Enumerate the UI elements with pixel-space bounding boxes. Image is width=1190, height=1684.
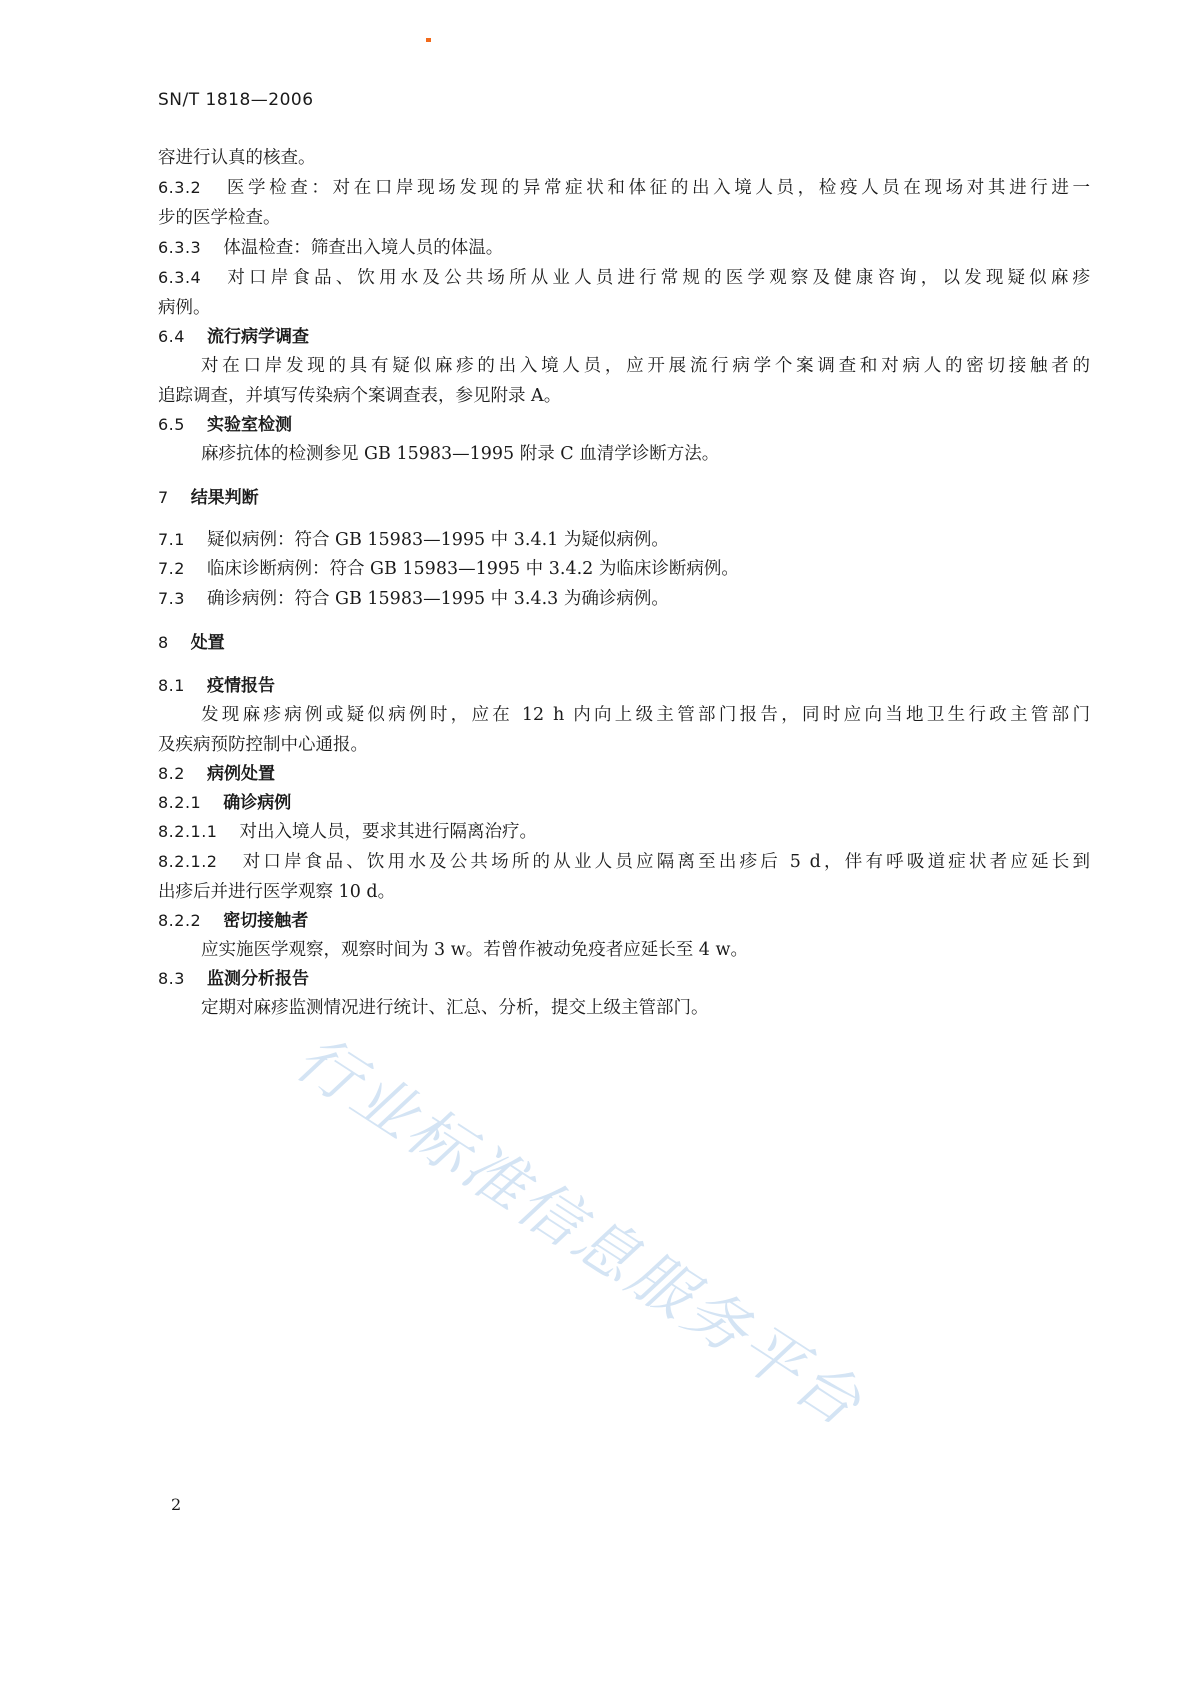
clause-text: 对出入境人员，要求其进行隔离治疗。 — [239, 822, 537, 842]
paragraph-line: 及疾病预防控制中心通报。 — [158, 735, 368, 755]
heading-6-5 — [158, 410, 1090, 440]
paragraph-line: 容进行认真的核查。 — [158, 148, 316, 168]
clause-6-3-2 — [158, 173, 1090, 203]
heading-6-4 — [158, 322, 1090, 352]
clause-text: 对口岸食品、饮用水及公共场所的从业人员应隔离至出疹后 5 d，伴有呼吸道症状者应延长到 — [239, 852, 1090, 872]
paragraph-line: 定期对麻疹监测情况进行统计、汇总、分析，提交上级主管部门。 — [201, 998, 709, 1018]
heading-8-2-1 — [158, 788, 1090, 818]
clause-8-2-1-2 — [158, 847, 1090, 877]
paragraph-line: 步的医学检查。 — [158, 208, 281, 228]
heading-number: 8.2 — [158, 764, 185, 783]
clause-number: 6.3.4 — [158, 268, 202, 287]
clause-text: 确诊病例：符合 GB 15983—1995 中 3.4.3 为确诊病例。 — [206, 589, 669, 609]
clause-text: 对口岸食品、饮用水及公共场所从业人员进行常规的医学观察及健康咨询，以发现疑似麻疹 — [223, 268, 1090, 288]
heading-title: 结果判断 — [190, 488, 259, 508]
heading-8 — [158, 628, 1090, 658]
heading-title: 疫情报告 — [206, 676, 275, 696]
clause-6-3-3 — [158, 233, 1090, 263]
heading-number: 6.4 — [158, 327, 185, 346]
clause-6-3-4 — [158, 263, 1090, 293]
clause-number: 6.3.2 — [158, 178, 202, 197]
heading-8-2-2 — [158, 906, 1090, 936]
heading-title: 流行病学调查 — [206, 327, 309, 347]
clause-text: 疑似病例：符合 GB 15983—1995 中 3.4.1 为疑似病例。 — [206, 530, 669, 550]
clause-number: 7.2 — [158, 559, 185, 578]
heading-title: 实验室检测 — [206, 415, 292, 435]
heading-number: 8.3 — [158, 969, 185, 988]
heading-title: 病例处置 — [206, 764, 275, 784]
heading-title: 密切接触者 — [223, 911, 309, 931]
clause-number: 7.1 — [158, 530, 185, 549]
paragraph-line: 发现麻疹病例或疑似病例时，应在 12 h 内向上级主管部门报告，同时应向当地卫生行政主管部门 — [201, 705, 1090, 725]
clause-text: 临床诊断病例：符合 GB 15983—1995 中 3.4.2 为临床诊断病例。 — [206, 559, 739, 579]
clause-8-2-1-1 — [158, 817, 1090, 847]
clause-number: 8.2.1.2 — [158, 852, 218, 871]
orange-mark — [426, 38, 431, 42]
heading-title: 确诊病例 — [223, 793, 292, 813]
watermark: 行业标准信息服务平台 — [283, 1020, 877, 1442]
clause-number: 8.2.1.1 — [158, 822, 218, 841]
heading-number: 7 — [158, 488, 169, 507]
paragraph-line: 出疹后并进行医学观察 10 d。 — [158, 882, 396, 902]
heading-number: 6.5 — [158, 415, 185, 434]
clause-text: 体温检查：筛查出入境人员的体温。 — [223, 238, 504, 258]
clause-7-2 — [158, 554, 1090, 584]
clause-text: 医学检查：对在口岸现场发现的异常症状和体征的出入境人员，检疫人员在现场对其进行进一 — [223, 178, 1090, 198]
paragraph-line: 应实施医学观察，观察时间为 3 w。若曾作被动免疫者应延长至 4 w。 — [201, 940, 748, 960]
clause-number: 6.3.3 — [158, 238, 202, 257]
paragraph-line: 病例。 — [158, 298, 211, 318]
heading-number: 8.2.1 — [158, 793, 202, 812]
heading-7 — [158, 483, 1090, 513]
heading-8-3 — [158, 964, 1090, 994]
paragraph-line: 对在口岸发现的具有疑似麻疹的出入境人员，应开展流行病学个案调查和对病人的密切接触者的 — [201, 356, 1090, 376]
clause-7-1 — [158, 525, 1090, 555]
heading-title: 处置 — [190, 633, 225, 653]
paragraph-line: 追踪调查，并填写传染病个案调查表，参见附录 A。 — [158, 386, 562, 406]
heading-number: 8.2.2 — [158, 911, 202, 930]
page-number: 2 — [171, 1495, 182, 1514]
heading-title: 监测分析报告 — [206, 969, 309, 989]
heading-8-2 — [158, 759, 1090, 789]
heading-8-1 — [158, 671, 1090, 701]
heading-number: 8 — [158, 633, 169, 652]
heading-number: 8.1 — [158, 676, 185, 695]
document-code: SN/T 1818—2006 — [158, 90, 314, 110]
clause-7-3 — [158, 584, 1090, 614]
paragraph-line: 麻疹抗体的检测参见 GB 15983—1995 附录 C 血清学诊断方法。 — [201, 444, 720, 464]
clause-number: 7.3 — [158, 589, 185, 608]
